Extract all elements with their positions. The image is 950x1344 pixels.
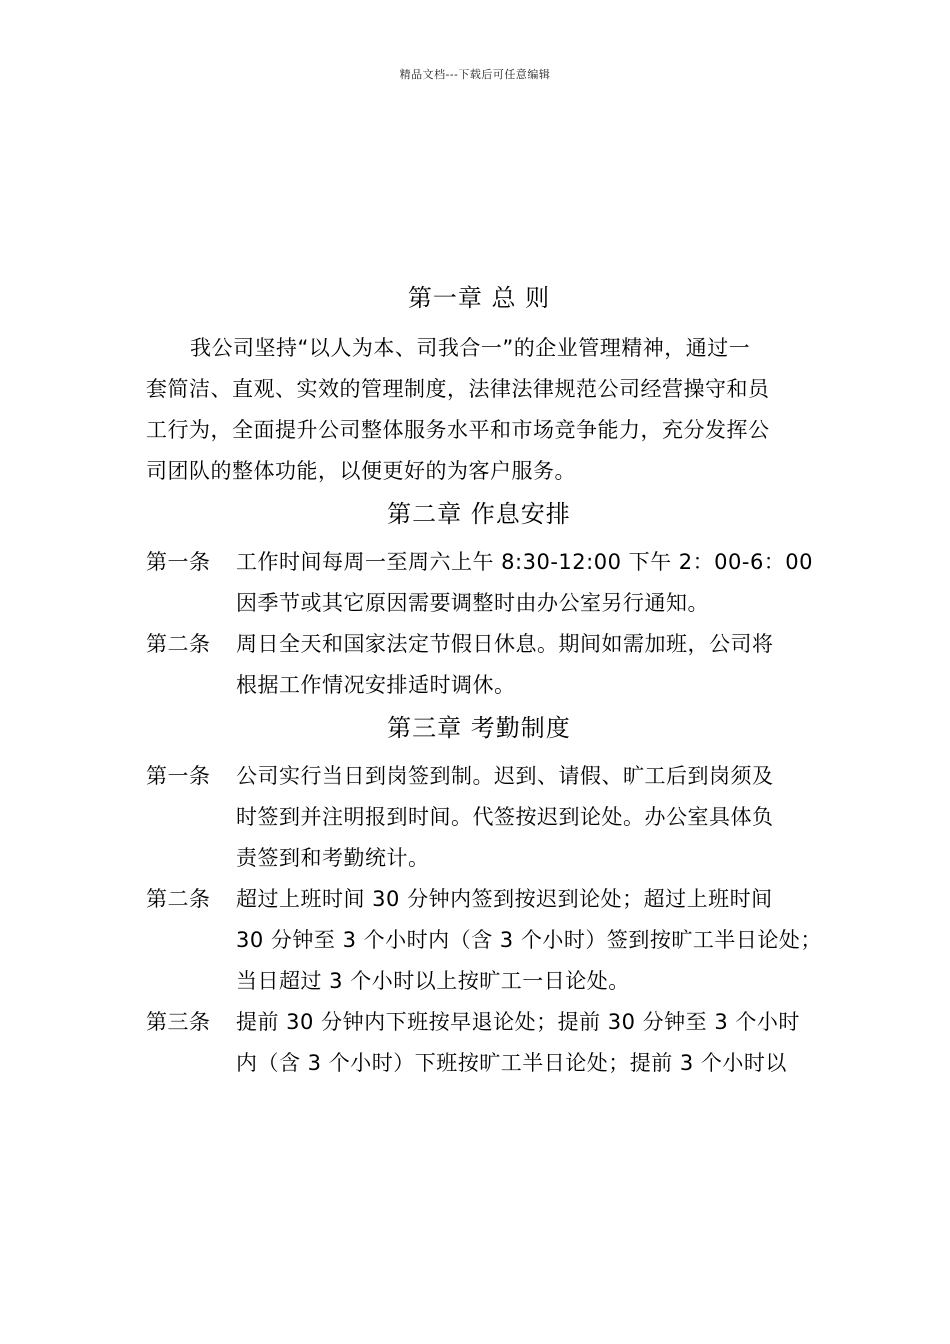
article-label: 第二条 — [146, 632, 211, 656]
chapter-1-title: 第一章 总 则 — [407, 284, 551, 312]
chapter-3-article-1 — [146, 756, 812, 879]
article-label: 第一条 — [146, 764, 211, 788]
intro-line: 工行为，全面提升公司整体服务水平和市场竞争能力，充分发挥公 — [146, 418, 770, 442]
document-body — [146, 282, 822, 1084]
chapter-3-article-2 — [146, 879, 822, 1002]
page-watermark: 精品文档---下载后可任意编辑 — [399, 68, 551, 81]
article-line: 提前 30 分钟内下班按早退论处；提前 30 分钟至 3 个小时 — [236, 1010, 800, 1034]
article-line: 内（含 3 个小时）下班按旷工半日论处；提前 3 个小时以 — [236, 1051, 787, 1075]
article-line: 时签到并注明报到时间。代签按迟到论处。办公室具体负 — [236, 805, 774, 829]
article-text — [236, 879, 822, 1002]
article-line: 工作时间每周一至周六上午 8:30-12:00 下午 2：00-6：00 — [236, 550, 814, 574]
article-text — [236, 1002, 812, 1084]
chapter-2-article-2 — [146, 624, 812, 706]
article-line: 当日超过 3 个小时以上按旷工一日论处。 — [236, 969, 630, 993]
article-line: 责签到和考勤统计。 — [236, 846, 430, 870]
article-line: 超过上班时间 30 分钟内签到按迟到论处；超过上班时间 — [236, 887, 773, 911]
chapter-3-title: 第三章 考勤制度 — [387, 714, 571, 742]
article-text — [236, 624, 812, 706]
chapter-2-article-1 — [146, 542, 812, 624]
chapter-1-intro — [146, 328, 812, 492]
intro-line: 套简洁、直观、实效的管理制度，法律法律规范公司经营操守和员 — [146, 377, 770, 401]
article-line: 周日全天和国家法定节假日休息。期间如需加班，公司将 — [236, 632, 774, 656]
article-line: 因季节或其它原因需要调整时由办公室另行通知。 — [236, 591, 709, 615]
article-text — [236, 542, 813, 624]
chapter-3-article-3 — [146, 1002, 812, 1084]
intro-line: 司团队的整体功能，以便更好的为客户服务。 — [146, 459, 576, 483]
chapter-2-title: 第二章 作息安排 — [387, 500, 571, 528]
intro-line: 我公司坚持“以人为本、司我合一”的企业管理精神，通过一 — [190, 336, 751, 360]
article-line: 根据工作情况安排适时调休。 — [236, 673, 516, 697]
article-label: 第三条 — [146, 1010, 211, 1034]
article-label: 第一条 — [146, 550, 211, 574]
article-line: 公司实行当日到岗签到制。迟到、请假、旷工后到岗须及 — [236, 764, 774, 788]
article-text — [236, 756, 812, 879]
article-line: 30 分钟至 3 个小时内（含 3 个小时）签到按旷工半日论处； — [236, 928, 822, 952]
article-label: 第二条 — [146, 887, 211, 911]
